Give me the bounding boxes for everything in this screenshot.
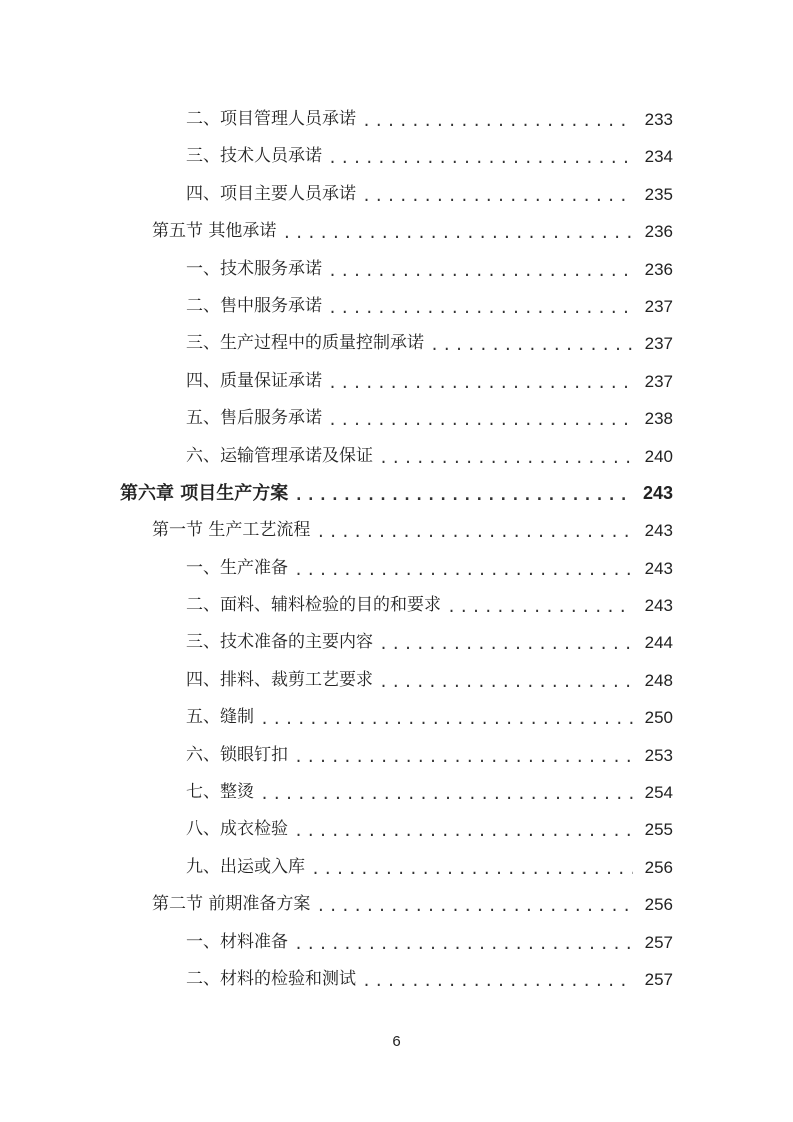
toc-entry-sub[interactable] — [0, 662, 793, 699]
toc-entry-page-number: 256 — [644, 857, 673, 877]
toc-entry-page-number: 236 — [644, 259, 673, 279]
dot-leader — [362, 963, 633, 1000]
toc-entry-page-number: 253 — [644, 745, 673, 765]
dot-leader — [282, 215, 633, 252]
toc-entry-title: 三、技术准备的主要内容 — [186, 632, 373, 653]
toc-entry-sub[interactable] — [0, 176, 793, 213]
toc-entry-title: 一、材料准备 — [186, 931, 288, 952]
toc-entry-title: 三、技术人员承诺 — [186, 146, 322, 167]
toc-entry-title: 五、缝制 — [186, 707, 254, 728]
dot-leader — [294, 552, 633, 589]
dot-leader — [379, 664, 633, 701]
toc-entry-sub[interactable] — [0, 624, 793, 661]
dot-leader — [316, 888, 633, 925]
table-of-contents — [0, 101, 793, 998]
toc-entry-page-number: 238 — [644, 409, 673, 429]
toc-entry-title: 二、材料的检验和测试 — [186, 968, 356, 989]
toc-entry-title: 七、整烫 — [186, 782, 254, 803]
toc-entry-title: 五、售后服务承诺 — [186, 408, 322, 429]
toc-entry-sub[interactable] — [0, 438, 793, 475]
toc-entry-page-number: 248 — [644, 670, 673, 690]
toc-entry-page-number: 234 — [644, 147, 673, 167]
dot-leader — [379, 626, 633, 663]
dot-leader — [328, 365, 633, 402]
toc-entry-page-number: 240 — [644, 446, 673, 466]
toc-entry-page-number: 250 — [644, 708, 673, 728]
toc-entry-page-number: 243 — [644, 558, 673, 578]
dot-leader — [328, 290, 633, 327]
toc-entry-section[interactable] — [0, 213, 793, 250]
toc-entry-title: 第六章 项目生产方案 — [120, 482, 289, 504]
toc-entry-sub[interactable] — [0, 550, 793, 587]
toc-entry-page-number: 233 — [644, 110, 673, 129]
toc-entry-title: 四、质量保证承诺 — [186, 370, 322, 391]
dot-leader — [328, 140, 633, 177]
page-number: 6 — [392, 1033, 401, 1050]
dot-leader — [362, 178, 633, 215]
toc-entry-sub[interactable] — [0, 849, 793, 886]
dot-leader — [294, 739, 633, 776]
toc-entry-title: 八、成衣检验 — [186, 819, 288, 840]
dot-leader — [311, 851, 633, 888]
toc-entry-title: 六、锁眼钉扣 — [186, 744, 288, 765]
toc-entry-page-number: 237 — [644, 296, 673, 316]
toc-entry-page-number: 254 — [644, 783, 673, 803]
toc-entry-page-number: 235 — [644, 184, 673, 204]
toc-entry-title: 二、面料、辅料检验的目的和要求 — [186, 595, 441, 616]
dot-leader — [362, 103, 633, 140]
toc-entry-title: 一、技术服务承诺 — [186, 258, 322, 279]
toc-entry-page-number: 243 — [642, 482, 673, 503]
toc-entry-section[interactable] — [0, 512, 793, 549]
toc-entry-page-number: 256 — [644, 895, 673, 915]
toc-entry-page-number: 255 — [644, 820, 673, 840]
toc-entry-title: 四、排料、裁剪工艺要求 — [186, 669, 373, 690]
dot-leader — [316, 514, 633, 551]
toc-entry-sub[interactable] — [0, 288, 793, 325]
dot-leader — [447, 589, 633, 626]
toc-entry-chapter[interactable] — [0, 475, 793, 512]
toc-entry-sub[interactable] — [0, 924, 793, 961]
toc-entry-sub[interactable] — [0, 325, 793, 362]
toc-entry-title: 第一节 生产工艺流程 — [152, 520, 311, 541]
toc-entry-title: 一、生产准备 — [186, 557, 288, 578]
toc-entry-title: 六、运输管理承诺及保证 — [186, 445, 373, 466]
toc-entry-page-number: 243 — [644, 596, 673, 616]
toc-entry-sub[interactable] — [0, 774, 793, 811]
toc-entry-sub[interactable] — [0, 811, 793, 848]
dot-leader — [328, 402, 633, 439]
toc-entry-page-number: 244 — [644, 633, 673, 653]
toc-entry-page-number: 257 — [644, 969, 673, 989]
toc-entry-title: 二、项目管理人员承诺 — [186, 109, 356, 129]
toc-entry-sub[interactable] — [0, 699, 793, 736]
toc-entry-title: 九、出运或入库 — [186, 856, 305, 877]
dot-leader — [260, 701, 633, 738]
toc-entry-sub[interactable] — [0, 737, 793, 774]
toc-entry-sub[interactable] — [0, 251, 793, 288]
toc-entry-page-number: 257 — [644, 932, 673, 952]
toc-entry-title: 二、售中服务承诺 — [186, 295, 322, 316]
toc-entry-page-number: 237 — [644, 334, 673, 354]
dot-leader — [294, 477, 633, 514]
dot-leader — [294, 813, 633, 850]
dot-leader — [379, 440, 633, 477]
toc-entry-title: 四、项目主要人员承诺 — [186, 183, 356, 204]
toc-entry-sub[interactable] — [0, 138, 793, 175]
dot-leader — [294, 926, 633, 963]
dot-leader — [328, 253, 633, 290]
toc-entry-sub[interactable] — [0, 101, 793, 138]
toc-entry-sub[interactable] — [0, 400, 793, 437]
toc-entry-section[interactable] — [0, 886, 793, 923]
toc-entry-page-number: 236 — [644, 222, 673, 242]
toc-entry-page-number: 237 — [644, 371, 673, 391]
toc-entry-title: 三、生产过程中的质量控制承诺 — [186, 333, 424, 354]
dot-leader — [430, 327, 633, 364]
toc-entry-sub[interactable] — [0, 587, 793, 624]
toc-entry-title: 第五节 其他承诺 — [152, 221, 277, 242]
toc-entry-page-number: 243 — [644, 521, 673, 541]
toc-entry-sub[interactable] — [0, 363, 793, 400]
dot-leader — [260, 776, 633, 813]
toc-entry-sub[interactable] — [0, 961, 793, 998]
toc-entry-title: 第二节 前期准备方案 — [152, 894, 311, 915]
